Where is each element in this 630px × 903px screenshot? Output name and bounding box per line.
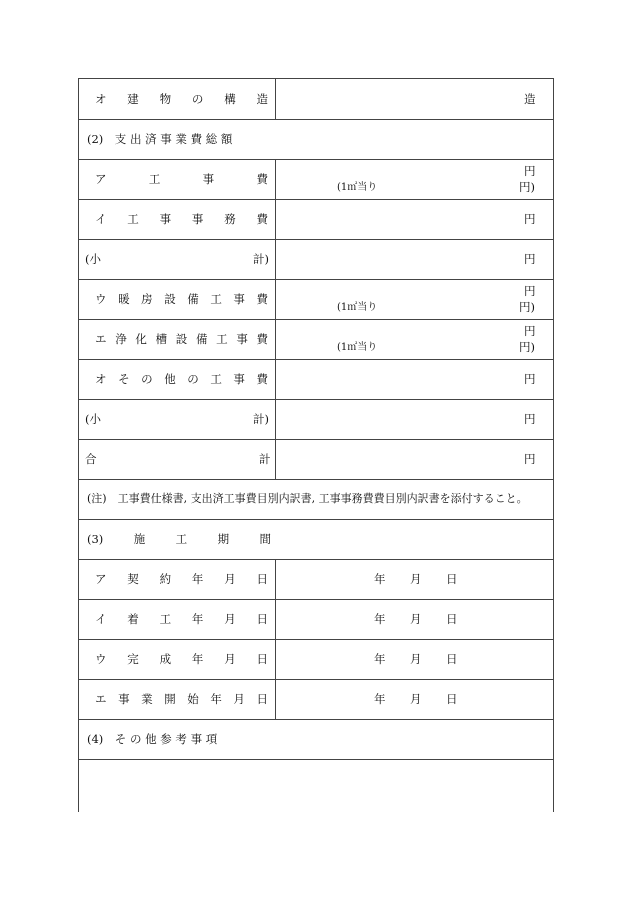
construction-yen: 円 [524, 164, 536, 178]
row-section-expenses [79, 119, 553, 160]
row-total [79, 439, 553, 480]
completion-month: 月 [410, 652, 422, 666]
start-day: 日 [446, 612, 458, 626]
label-start-date: イ 着 工 年 月 日 [95, 612, 268, 626]
note-text: (注) 工事費仕様書, 支出済工事費目別内訳書, 工事事務費費目別内訳書を添付すること。 [87, 492, 528, 505]
application-form [78, 78, 554, 812]
subtotal-2-open: (小 [85, 412, 101, 426]
label-business-start-date: エ 事 業 開 始 年 月 日 [95, 692, 268, 706]
septic-per-sqm-yen: 円) [519, 340, 535, 354]
completion-year: 年 [374, 652, 386, 666]
reference-notes-area[interactable] [79, 760, 553, 812]
label-building-structure: オ 建 物 の 構 造 [95, 92, 268, 106]
row-construction-cost [79, 159, 553, 200]
subtotal-2-yen: 円 [524, 412, 536, 426]
section-period-title: (3) 施 工 期 間 [87, 532, 271, 546]
row-start-date [79, 599, 553, 640]
label-septic-equipment: エ 浄 化 槽 設 備 工 事 費 [95, 332, 268, 346]
total-yen: 円 [524, 452, 536, 466]
row-note [79, 479, 553, 520]
label-construction-cost: ア 工 事 費 [95, 172, 268, 186]
row-contract-date [79, 559, 553, 600]
structure-unit: 造 [524, 92, 536, 106]
subtotal-2-close: 計) [253, 412, 269, 426]
other-yen: 円 [524, 372, 536, 386]
subtotal-1-open: (小 [85, 252, 101, 266]
subtotal-1-close: 計) [253, 252, 269, 266]
row-section-reference [79, 719, 553, 760]
construction-per-sqm: (1㎡当り [337, 182, 378, 193]
subtotal-1-yen: 円 [524, 252, 536, 266]
heating-yen: 円 [524, 284, 536, 298]
label-heating-equipment: ウ 暖 房 設 備 工 事 費 [95, 292, 268, 306]
office-yen: 円 [524, 212, 536, 226]
completion-day: 日 [446, 652, 458, 666]
row-heating-equipment [79, 279, 553, 320]
label-office-expenses: イ 工 事 事 務 費 [95, 212, 268, 226]
septic-yen: 円 [524, 324, 536, 338]
contract-month: 月 [410, 572, 422, 586]
construction-per-sqm-yen: 円) [519, 180, 535, 194]
septic-per-sqm: (1㎡当り [337, 342, 378, 353]
business-start-day: 日 [446, 692, 458, 706]
section-reference-title: (4) そ の 他 参 考 事 項 [87, 732, 218, 746]
start-month: 月 [410, 612, 422, 626]
heating-per-sqm-yen: 円) [519, 300, 535, 314]
label-completion-date: ウ 完 成 年 月 日 [95, 652, 268, 666]
row-other-construction [79, 359, 553, 400]
business-start-month: 月 [410, 692, 422, 706]
row-septic-equipment [79, 319, 553, 360]
label-other-construction: オ そ の 他 の 工 事 費 [95, 372, 268, 386]
label-contract-date: ア 契 約 年 月 日 [95, 572, 268, 586]
start-year: 年 [374, 612, 386, 626]
contract-day: 日 [446, 572, 458, 586]
section-expenses-title: (2) 支 出 済 事 業 費 総 額 [87, 132, 233, 146]
row-business-start-date [79, 679, 553, 720]
total-open: 合 [85, 452, 97, 466]
row-section-period [79, 519, 553, 560]
row-subtotal-2 [79, 399, 553, 440]
total-close: 計 [259, 452, 271, 466]
row-office-expenses [79, 199, 553, 240]
row-completion-date [79, 639, 553, 680]
row-subtotal-1 [79, 239, 553, 280]
row-building-structure [79, 79, 553, 120]
business-start-year: 年 [374, 692, 386, 706]
heating-per-sqm: (1㎡当り [337, 302, 378, 313]
contract-year: 年 [374, 572, 386, 586]
